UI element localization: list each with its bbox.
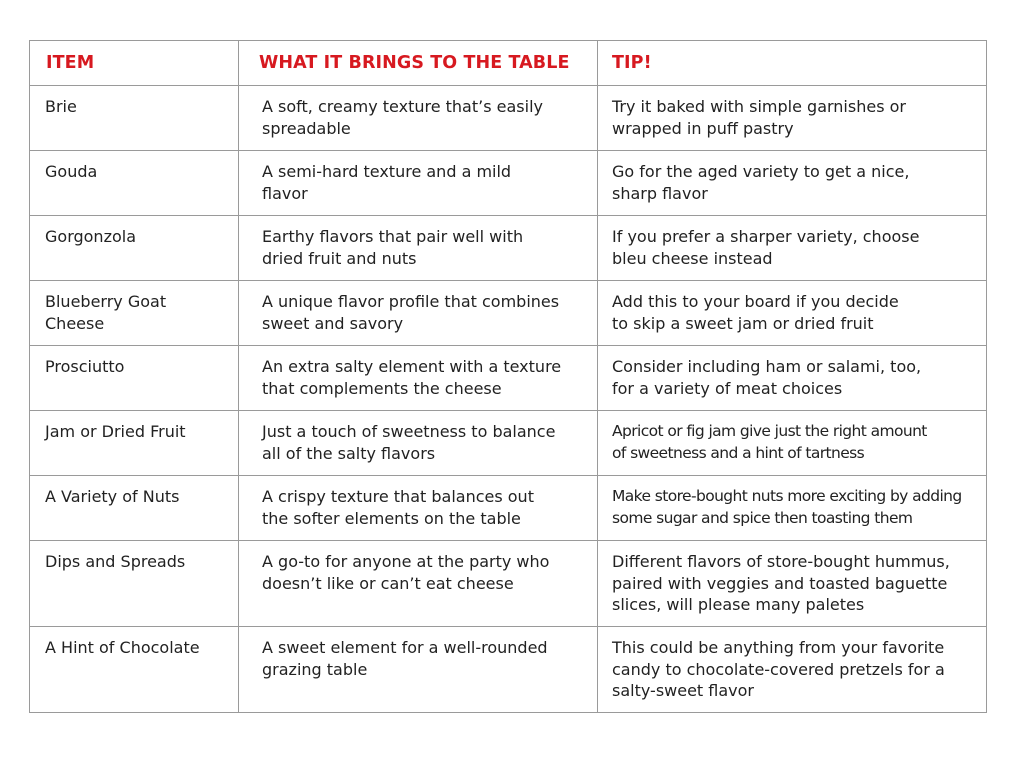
tip-text: Go for the aged variety to get a nice, sharp flavor — [612, 162, 910, 203]
grazing-table — [29, 40, 987, 713]
tip-text: Different flavors of store-bought hummus, paired with veggies and toasted baguette slices, will please many paletes — [612, 552, 950, 614]
item-text: Gorgonzola — [45, 227, 137, 246]
table-row — [30, 216, 987, 281]
header-brings: WHAT IT BRINGS TO THE TABLE — [239, 41, 598, 86]
tip-cell — [598, 216, 987, 281]
brings-text: A unique flavor profile that combines sweet and savory — [262, 292, 560, 333]
item-cell — [30, 151, 239, 216]
brings-text: A go-to for anyone at the party who doesn’t like or can’t eat cheese — [262, 552, 550, 593]
brings-cell — [239, 541, 598, 627]
tip-cell — [598, 476, 987, 541]
tip-cell — [598, 281, 987, 346]
table-row — [30, 541, 987, 627]
brings-text: A soft, creamy texture that’s easily spreadable — [262, 97, 543, 138]
tip-text: Add this to your board if you decide to skip a sweet jam or dried fruit — [612, 292, 899, 333]
item-text: A Hint of Chocolate — [45, 638, 200, 657]
item-cell — [30, 216, 239, 281]
tip-text: This could be anything from your favorite candy to chocolate-covered pretzels for a salty-sweet flavor — [612, 638, 945, 700]
header-item: ITEM — [30, 41, 239, 86]
item-cell — [30, 411, 239, 476]
table-row — [30, 411, 987, 476]
tip-text: Consider including ham or salami, too, for a variety of meat choices — [612, 357, 922, 398]
tip-text: If you prefer a sharper variety, choose bleu cheese instead — [612, 227, 920, 268]
item-text: Prosciutto — [45, 357, 125, 376]
item-cell — [30, 476, 239, 541]
table-row — [30, 86, 987, 151]
tip-text: Make store-bought nuts more exciting by adding some sugar and spice then toasting them — [612, 487, 962, 527]
tip-cell — [598, 627, 987, 713]
table-row — [30, 627, 987, 713]
brings-cell — [239, 346, 598, 411]
table-row — [30, 476, 987, 541]
tip-cell — [598, 411, 987, 476]
header-row — [30, 41, 987, 86]
brings-cell — [239, 476, 598, 541]
item-cell — [30, 346, 239, 411]
item-cell — [30, 281, 239, 346]
item-cell — [30, 627, 239, 713]
tip-cell — [598, 541, 987, 627]
item-text: Gouda — [45, 162, 98, 181]
brings-cell — [239, 411, 598, 476]
brings-text: A semi-hard texture and a mild flavor — [262, 162, 512, 203]
brings-text: A crispy texture that balances out the softer elements on the table — [262, 487, 534, 528]
brings-cell — [239, 151, 598, 216]
brings-cell — [239, 627, 598, 713]
header-tip: TIP! — [598, 41, 987, 86]
item-text: Jam or Dried Fruit — [45, 422, 186, 441]
brings-cell — [239, 216, 598, 281]
tip-cell — [598, 86, 987, 151]
item-text: Brie — [45, 97, 77, 116]
table-row — [30, 281, 987, 346]
tip-text: Try it baked with simple garnishes or wrapped in puff pastry — [612, 97, 906, 138]
brings-cell — [239, 281, 598, 346]
table-row — [30, 151, 987, 216]
brings-text: Earthy flavors that pair well with dried fruit and nuts — [262, 227, 524, 268]
tip-cell — [598, 346, 987, 411]
brings-text: An extra salty element with a texture that complements the cheese — [262, 357, 562, 398]
item-cell — [30, 541, 239, 627]
tip-text: Apricot or fig jam give just the right amount of sweetness and a hint of tartness — [612, 422, 927, 462]
item-text: Blueberry Goat Cheese — [45, 292, 167, 333]
tip-cell — [598, 151, 987, 216]
brings-cell — [239, 86, 598, 151]
item-cell — [30, 86, 239, 151]
item-text: Dips and Spreads — [45, 552, 186, 571]
table-row — [30, 346, 987, 411]
brings-text: Just a touch of sweetness to balance all of the salty flavors — [262, 422, 556, 463]
brings-text: A sweet element for a well-rounded grazing table — [262, 638, 548, 679]
item-text: A Variety of Nuts — [45, 487, 180, 506]
